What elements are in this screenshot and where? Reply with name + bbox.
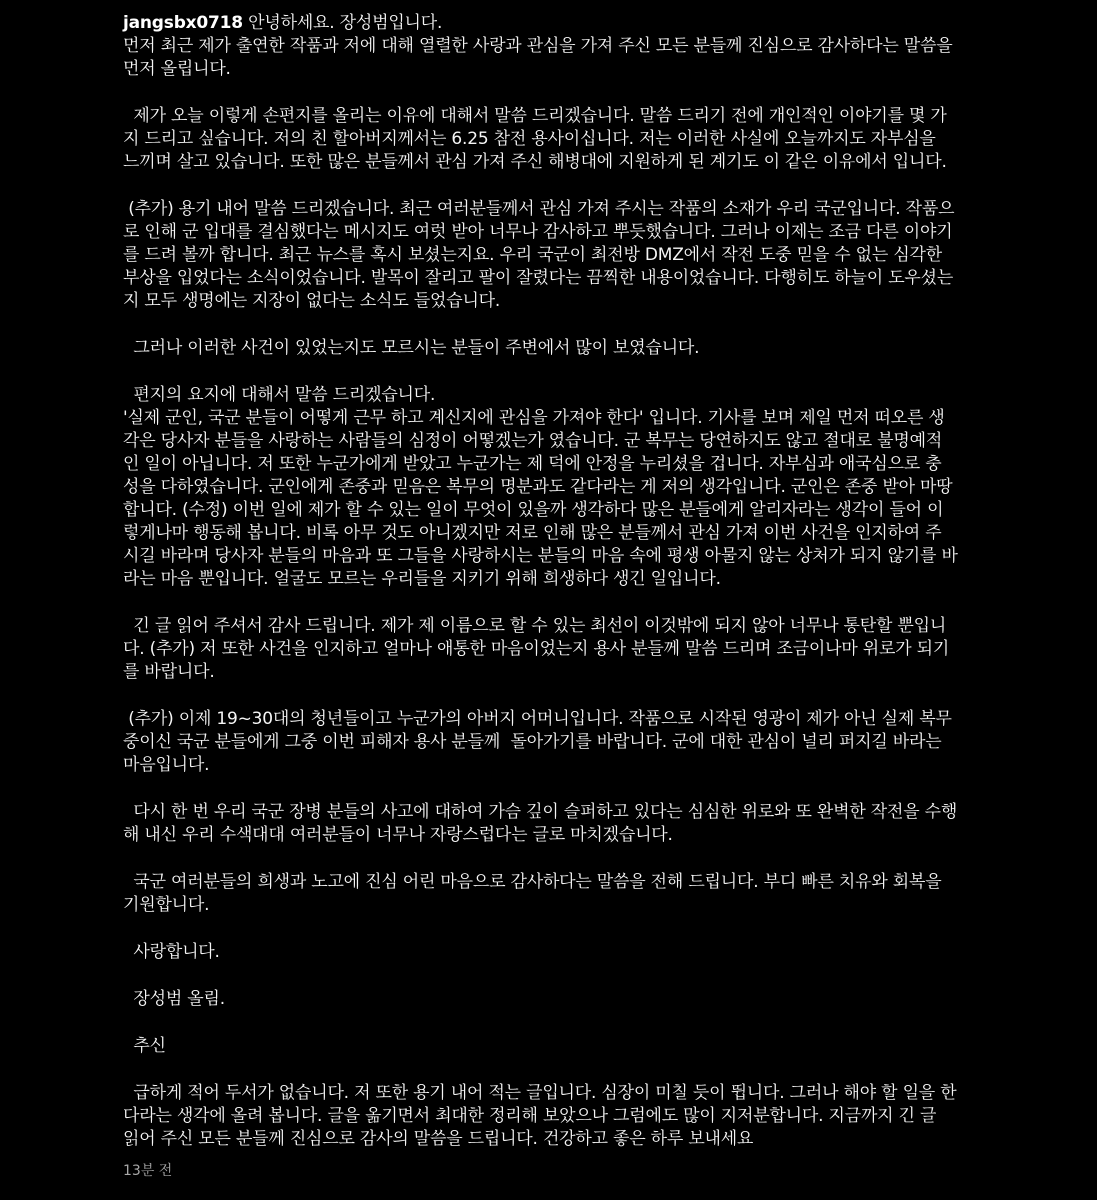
paragraph-gap [123,847,949,871]
paragraph-gap [123,777,949,801]
paragraph-gap [123,360,949,384]
caption-text-line: 먼저 올립니다. [123,59,231,79]
caption-text-line: 마음입니다. [123,755,210,775]
caption-text-line: 지 드리고 싶습니다. 저의 친 할아버지께서는 6.25 참전 용사이십니다. 저는 이러한 사실에 오늘까지도 자부심을 [123,129,936,149]
caption-text-line: (추가) 이제 19~30대의 청년들이고 누군가의 아버지 어머니입니다. 작품으로 시작된 영광이 제가 아닌 실제 복무 [123,709,952,729]
caption-text-line: 라는 마음 뿐입니다. 얼굴도 모르는 우리들을 지키기 위해 희생하다 생긴 일입니다. [123,569,721,589]
caption-text-line: 부상을 입었다는 소식이었습니다. 발목이 잘리고 팔이 잘렸다는 끔찍한 내용이었습니다. 다행히도 하늘이 도우셨는 [123,268,954,288]
caption-text-line: 그러나 이러한 사건이 있었는지도 모르시는 분들이 주변에서 많이 보였습니다. [123,338,700,358]
paragraph-gap [123,1011,949,1035]
paragraph-gap [123,81,949,105]
caption-text-line: 중이신 국군 분들에게 그중 이번 피해자 용사 분들께 돌아가기를 바랍니다. 군에 대한 관심이 널리 퍼지길 바라는 [123,732,942,752]
caption-text-line: 추신 [123,1036,166,1056]
paragraph-gap [123,964,949,988]
caption-text-line: 읽어 주신 모든 분들께 진심으로 감사의 말씀을 드립니다. 건강하고 좋은 하루 보내세요 [123,1129,754,1149]
post-timestamp: 13분 전 [123,1163,173,1179]
caption-text-line: 인 일이 아닙니다. 저 또한 누군가에게 받았고 누군가는 제 덕에 안정을 누리셨을 겁니다. 자부심과 애국심으로 충 [123,454,942,474]
caption-first-line [123,12,949,35]
paragraph-gap [123,917,949,941]
caption-text-line: 렇게나마 행동해 봅니다. 비록 아무 것도 아니겠지만 저로 인해 많은 분들께서 관심 가져 이번 사건을 인지하여 주 [123,523,942,543]
caption-text-line: 급하게 적어 두서가 없습니다. 저 또한 용기 내어 적는 글입니다. 심장이 미칠 듯이 뜁니다. 그러나 해야 할 일을 한 [123,1083,957,1103]
caption-text-line: 먼저 최근 제가 출연한 작품과 저에 대해 열렬한 사랑과 관심을 가져 주신 모든 분들께 진심으로 감사하다는 말씀을 [123,36,953,56]
caption-block [123,12,958,1151]
caption-text-line: 를 드려 볼까 합니다. 최근 뉴스를 혹시 보셨는지요. 우리 국군이 최전방 DMZ에서 작전 도중 믿을 수 없는 심각한 [123,245,942,265]
caption-text-line: 국군 여러분들의 희생과 노고에 진심 어린 마음으로 감사하다는 말씀을 전해 드립니다. 부디 빠른 치유와 회복을 [123,872,942,892]
caption-text-line: 합니다. (수정) 이번 일에 제가 할 수 있는 일이 무엇이 있을까 생각하다 많은 분들에게 알리자라는 생각이 들어 이 [123,500,944,520]
paragraph-gap [123,313,949,337]
caption-text-line: 지 모두 생명에는 지장이 없다는 소식도 들었습니다. [123,291,501,311]
caption-text-line: 기원합니다. [123,895,210,915]
caption-text-line: 장성범 올림. [123,989,225,1009]
caption-text-line: 느끼며 살고 있습니다. 또한 많은 분들께서 관심 가져 주신 해병대에 지원하게 된 계기도 이 같은 이유에서 입니다. [123,152,947,172]
caption-text-line: 성을 다하였습니다. 군인에게 존중과 믿음은 복무의 명분과도 같다라는 게 저의 생각입니다. 군인은 존중 받아 마땅 [123,477,953,497]
caption-text-line: 제가 오늘 이렇게 손편지를 올리는 이유에 대해서 말씀 드리겠습니다. 말씀 드리기 전에 개인적인 이야기를 몇 가 [123,106,947,126]
caption-text-line: 다. (추가) 저 또한 사건을 인지하고 얼마나 애통한 마음이었는지 용사 분들께 말씀 드리며 조금이나마 위로가 되기 [123,639,950,659]
caption-body [123,35,958,1151]
caption-text-line: 시길 바라며 당사자 분들의 마음과 또 그들을 사랑하시는 분들의 마음 속에 평생 아물지 않는 상처가 되지 않기를 바 [123,546,958,566]
caption-text-line: 각은 당사자 분들을 사랑하는 사람들의 심정이 어떻겠는가 였습니다. 군 복무는 당연하지도 않고 절대로 불명예적 [123,431,943,451]
paragraph-gap [123,1058,949,1082]
caption-text-line: 안녕하세요. 장성범입니다. [242,13,443,33]
caption-text-line: 사랑합니다. [123,942,220,962]
paragraph-gap [123,684,949,708]
caption-text-line: 긴 글 읽어 주셔서 감사 드립니다. 제가 제 이름으로 할 수 있는 최선이 이것밖에 되지 않아 너무나 통탄할 뿐입니 [123,616,947,636]
caption-text-line: 다시 한 번 우리 국군 장병 분들의 사고에 대하여 가슴 깊이 슬퍼하고 있다는 심심한 위로와 또 완벽한 작전을 수행 [123,802,958,822]
caption-text-line: 다라는 생각에 올려 봅니다. 글을 옮기면서 최대한 정리해 보았으나 그럼에도 많이 지저분합니다. 지금까지 긴 글 [123,1106,937,1126]
caption-text-line: (추가) 용기 내어 말씀 드리겠습니다. 최근 여러분들께서 관심 가져 주시는 작품의 소재가 우리 국군입니다. 작품으 [123,199,955,219]
paragraph-gap [123,591,949,615]
caption-text-line: '실제 군인, 국군 분들이 어떻게 근무 하고 계신지에 관심을 가져야 한다' 입니다. 기사를 보며 제일 먼저 떠오른 생 [123,408,945,428]
caption-text-line: 편지의 요지에 대해서 말씀 드리겠습니다. [123,385,436,405]
caption-text-line: 해 내신 우리 수색대대 여러분들이 너무나 자랑스럽다는 글로 마치겠습니다. [123,825,673,845]
username-link[interactable]: jangsbx0718 [123,13,243,33]
caption-text-line: 로 인해 군 입대를 결심했다는 메시지도 여럿 받아 너무나 감사하고 뿌듯했습니다. 그러나 이제는 조금 다른 이야기 [123,222,953,242]
caption-text-line: 를 바랍니다. [123,662,215,682]
paragraph-gap [123,174,949,198]
